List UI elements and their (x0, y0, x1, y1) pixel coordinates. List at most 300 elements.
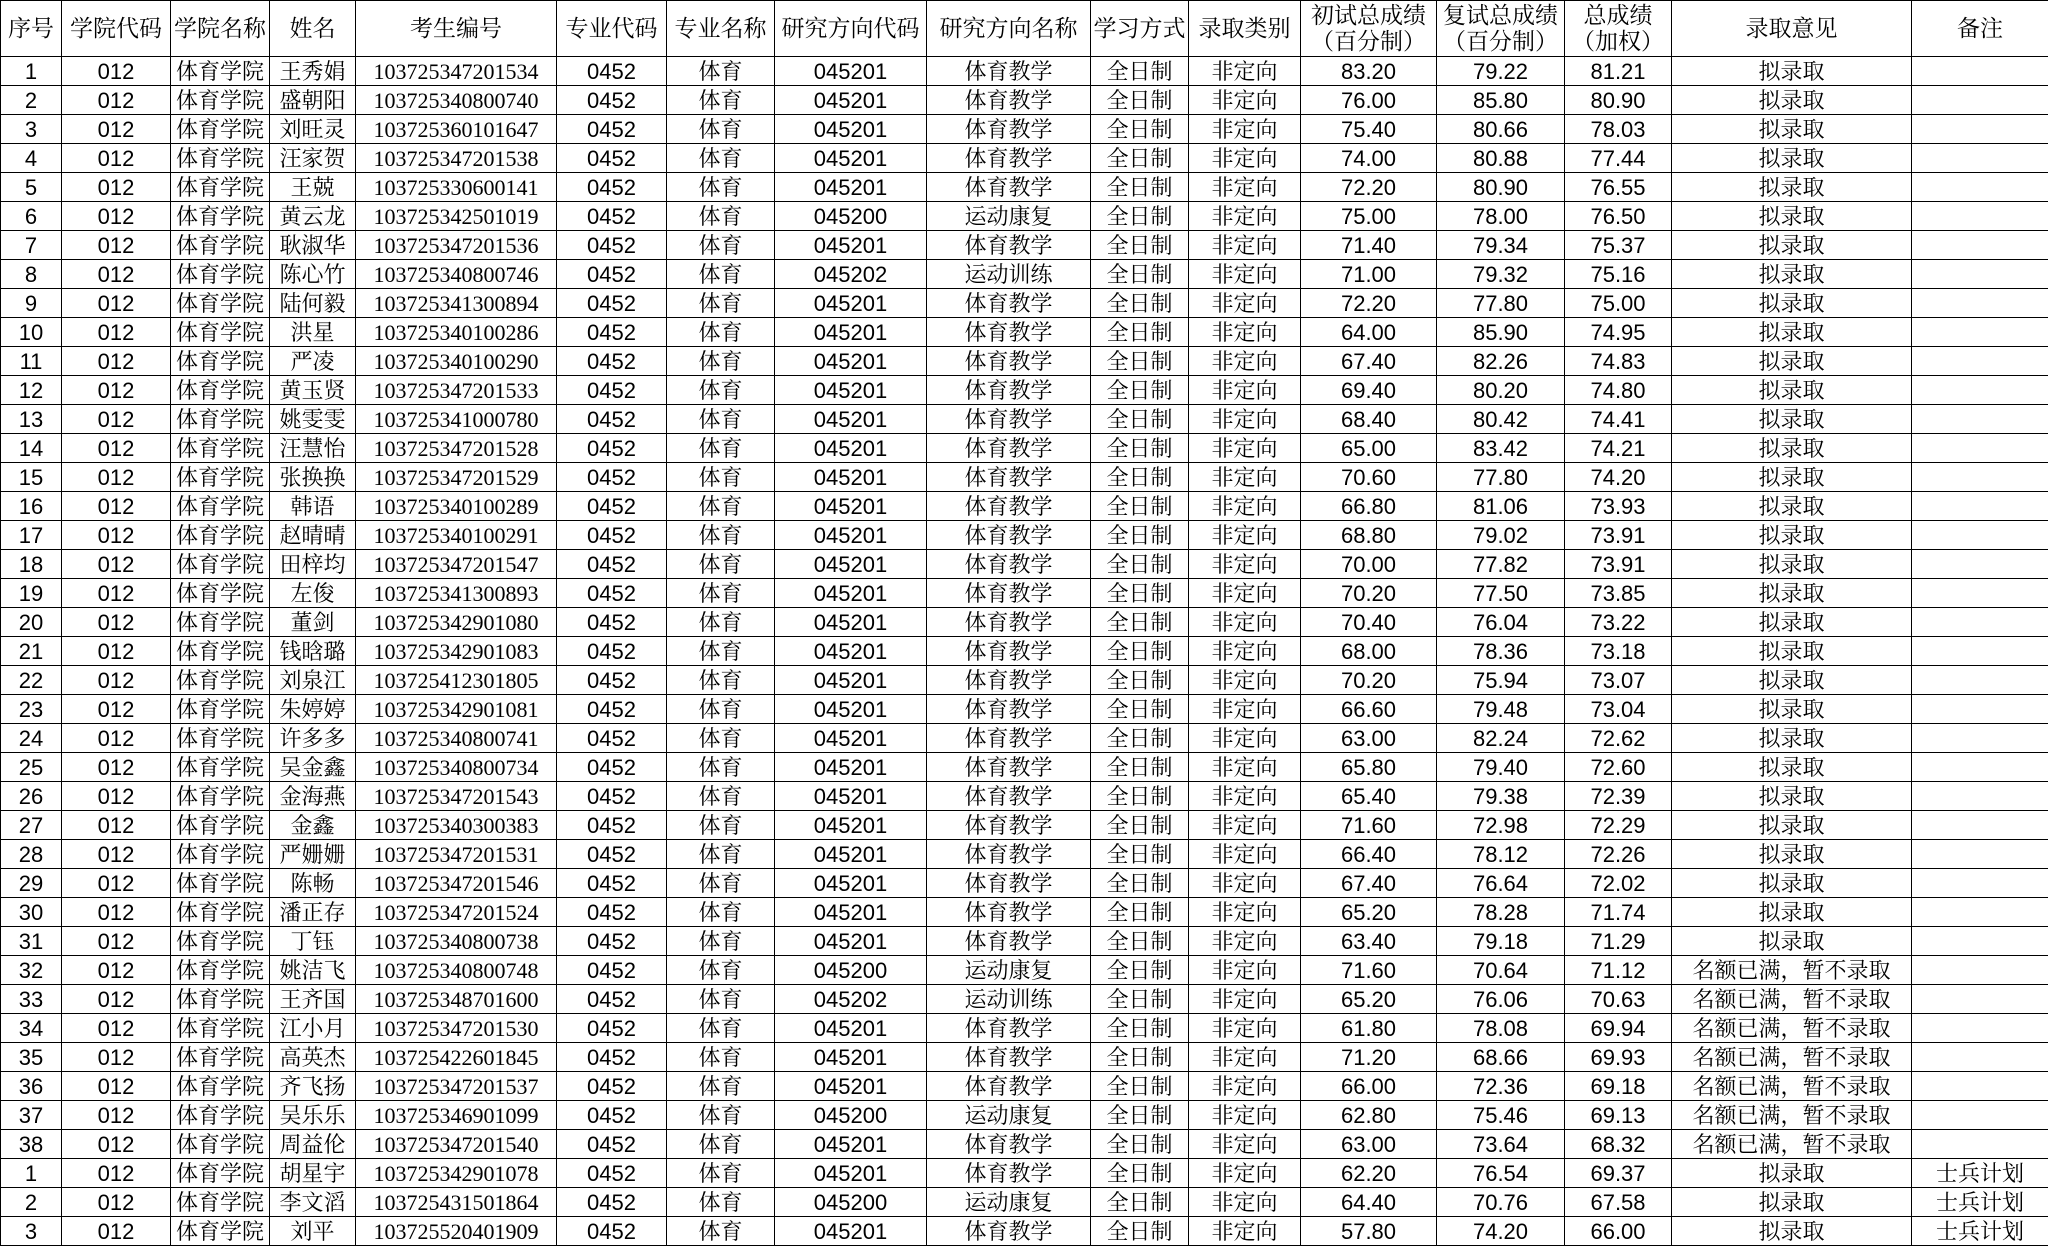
cell-college-name: 体育学院 (171, 318, 270, 347)
cell-retest-score: 82.24 (1437, 724, 1565, 753)
cell-initial-score: 70.20 (1301, 666, 1437, 695)
cell-major-code: 0452 (557, 985, 667, 1014)
cell-major-name: 体育 (667, 1217, 775, 1246)
cell-total-score: 73.93 (1565, 492, 1672, 521)
cell-initial-score: 75.40 (1301, 115, 1437, 144)
cell-major-name: 体育 (667, 550, 775, 579)
cell-name: 刘旺灵 (270, 115, 356, 144)
cell-retest-score: 79.32 (1437, 260, 1565, 289)
cell-college-code: 012 (62, 434, 171, 463)
cell-initial-score: 62.80 (1301, 1101, 1437, 1130)
cell-admit-type: 非定向 (1189, 347, 1301, 376)
cell-study-mode: 全日制 (1091, 1159, 1189, 1188)
cell-major-code: 0452 (557, 318, 667, 347)
cell-initial-score: 71.60 (1301, 811, 1437, 840)
cell-retest-score: 80.66 (1437, 115, 1565, 144)
cell-remark (1912, 492, 2048, 521)
cell-seq: 21 (1, 637, 62, 666)
header-total-score-line1: 总成绩 (1583, 2, 1653, 28)
cell-direction-code: 045202 (775, 260, 927, 289)
cell-admit-type: 非定向 (1189, 405, 1301, 434)
cell-major-code: 0452 (557, 1101, 667, 1130)
cell-admit-type: 非定向 (1189, 521, 1301, 550)
cell-seq: 14 (1, 434, 62, 463)
cell-total-score: 77.44 (1565, 144, 1672, 173)
header-retest-score (1437, 1, 1565, 57)
cell-total-score: 72.29 (1565, 811, 1672, 840)
table-row (1, 289, 2048, 318)
cell-initial-score: 66.60 (1301, 695, 1437, 724)
cell-admit-type: 非定向 (1189, 695, 1301, 724)
cell-remark (1912, 318, 2048, 347)
table-row (1, 1043, 2048, 1072)
table-row (1, 985, 2048, 1014)
cell-remark (1912, 985, 2048, 1014)
cell-major-code: 0452 (557, 521, 667, 550)
cell-study-mode: 全日制 (1091, 289, 1189, 318)
header-initial-score (1301, 1, 1437, 57)
cell-college-code: 012 (62, 782, 171, 811)
cell-exam-id: 103725347201547 (356, 550, 557, 579)
cell-exam-id: 103725347201543 (356, 782, 557, 811)
cell-study-mode: 全日制 (1091, 318, 1189, 347)
cell-study-mode: 全日制 (1091, 724, 1189, 753)
cell-initial-score: 66.00 (1301, 1072, 1437, 1101)
cell-direction-code: 045200 (775, 202, 927, 231)
cell-major-code: 0452 (557, 927, 667, 956)
cell-college-code: 012 (62, 898, 171, 927)
table-row (1, 86, 2048, 115)
cell-study-mode: 全日制 (1091, 898, 1189, 927)
cell-opinion: 拟录取 (1672, 724, 1912, 753)
cell-exam-id: 103725340800741 (356, 724, 557, 753)
cell-admit-type: 非定向 (1189, 434, 1301, 463)
cell-total-score: 72.60 (1565, 753, 1672, 782)
cell-college-name: 体育学院 (171, 1217, 270, 1246)
cell-name: 张换换 (270, 463, 356, 492)
cell-remark (1912, 289, 2048, 318)
cell-admit-type: 非定向 (1189, 1130, 1301, 1159)
cell-direction-name: 运动训练 (927, 260, 1091, 289)
cell-total-score: 73.07 (1565, 666, 1672, 695)
cell-opinion: 拟录取 (1672, 376, 1912, 405)
cell-seq: 1 (1, 57, 62, 86)
cell-retest-score: 80.88 (1437, 144, 1565, 173)
cell-total-score: 72.62 (1565, 724, 1672, 753)
cell-name: 陈心竹 (270, 260, 356, 289)
cell-major-name: 体育 (667, 492, 775, 521)
cell-college-name: 体育学院 (171, 1159, 270, 1188)
cell-name: 钱晗璐 (270, 637, 356, 666)
table-row (1, 115, 2048, 144)
cell-college-name: 体育学院 (171, 782, 270, 811)
cell-college-code: 012 (62, 86, 171, 115)
cell-opinion: 名额已满，暂不录取 (1672, 1014, 1912, 1043)
cell-direction-code: 045201 (775, 927, 927, 956)
header-initial-score-line1: 初试总成绩 (1311, 2, 1426, 28)
cell-name: 汪慧怡 (270, 434, 356, 463)
cell-total-score: 75.37 (1565, 231, 1672, 260)
cell-college-code: 012 (62, 1188, 171, 1217)
cell-opinion: 拟录取 (1672, 927, 1912, 956)
cell-admit-type: 非定向 (1189, 1217, 1301, 1246)
cell-seq: 13 (1, 405, 62, 434)
cell-admit-type: 非定向 (1189, 753, 1301, 782)
cell-admit-type: 非定向 (1189, 666, 1301, 695)
cell-direction-name: 体育教学 (927, 550, 1091, 579)
cell-remark (1912, 434, 2048, 463)
cell-college-code: 012 (62, 985, 171, 1014)
cell-study-mode: 全日制 (1091, 666, 1189, 695)
table-row (1, 173, 2048, 202)
cell-exam-id: 103725340100290 (356, 347, 557, 376)
cell-name: 王秀娟 (270, 57, 356, 86)
cell-major-name: 体育 (667, 985, 775, 1014)
cell-major-name: 体育 (667, 86, 775, 115)
cell-total-score: 69.18 (1565, 1072, 1672, 1101)
table-row (1, 811, 2048, 840)
cell-seq: 35 (1, 1043, 62, 1072)
cell-initial-score: 65.20 (1301, 898, 1437, 927)
cell-remark (1912, 86, 2048, 115)
cell-initial-score: 67.40 (1301, 347, 1437, 376)
cell-retest-score: 80.20 (1437, 376, 1565, 405)
cell-initial-score: 69.40 (1301, 376, 1437, 405)
cell-retest-score: 85.80 (1437, 86, 1565, 115)
cell-opinion: 拟录取 (1672, 840, 1912, 869)
cell-major-name: 体育 (667, 405, 775, 434)
cell-college-name: 体育学院 (171, 840, 270, 869)
cell-total-score: 75.00 (1565, 289, 1672, 318)
header-major-code: 专业代码 (557, 1, 667, 57)
cell-seq: 18 (1, 550, 62, 579)
cell-direction-code: 045202 (775, 985, 927, 1014)
cell-total-score: 72.02 (1565, 869, 1672, 898)
cell-total-score: 74.21 (1565, 434, 1672, 463)
cell-remark (1912, 1014, 2048, 1043)
cell-retest-score: 72.98 (1437, 811, 1565, 840)
cell-remark (1912, 753, 2048, 782)
cell-admit-type: 非定向 (1189, 840, 1301, 869)
cell-study-mode: 全日制 (1091, 260, 1189, 289)
cell-total-score: 74.80 (1565, 376, 1672, 405)
cell-exam-id: 103725347201538 (356, 144, 557, 173)
cell-major-code: 0452 (557, 898, 667, 927)
cell-initial-score: 75.00 (1301, 202, 1437, 231)
cell-direction-name: 体育教学 (927, 376, 1091, 405)
cell-study-mode: 全日制 (1091, 57, 1189, 86)
cell-direction-name: 体育教学 (927, 144, 1091, 173)
cell-total-score: 73.91 (1565, 521, 1672, 550)
cell-direction-code: 045201 (775, 521, 927, 550)
header-college-code: 学院代码 (62, 1, 171, 57)
cell-name: 胡星宇 (270, 1159, 356, 1188)
cell-seq: 10 (1, 318, 62, 347)
cell-college-name: 体育学院 (171, 956, 270, 985)
cell-seq: 27 (1, 811, 62, 840)
cell-college-code: 012 (62, 521, 171, 550)
cell-remark (1912, 782, 2048, 811)
cell-direction-name: 体育教学 (927, 840, 1091, 869)
cell-direction-code: 045201 (775, 1072, 927, 1101)
cell-admit-type: 非定向 (1189, 869, 1301, 898)
cell-direction-code: 045201 (775, 608, 927, 637)
cell-admit-type: 非定向 (1189, 144, 1301, 173)
cell-retest-score: 76.54 (1437, 1159, 1565, 1188)
cell-exam-id: 103725340300383 (356, 811, 557, 840)
cell-exam-id: 103725341000780 (356, 405, 557, 434)
cell-direction-name: 体育教学 (927, 434, 1091, 463)
cell-college-name: 体育学院 (171, 492, 270, 521)
header-total-score (1565, 1, 1672, 57)
cell-retest-score: 82.26 (1437, 347, 1565, 376)
cell-direction-code: 045201 (775, 376, 927, 405)
table-row (1, 1159, 2048, 1188)
cell-direction-code: 045201 (775, 695, 927, 724)
cell-admit-type: 非定向 (1189, 811, 1301, 840)
cell-study-mode: 全日制 (1091, 144, 1189, 173)
table-row (1, 782, 2048, 811)
cell-direction-code: 045201 (775, 1130, 927, 1159)
cell-direction-name: 体育教学 (927, 1014, 1091, 1043)
cell-direction-name: 体育教学 (927, 1043, 1091, 1072)
cell-major-code: 0452 (557, 956, 667, 985)
cell-remark (1912, 666, 2048, 695)
cell-major-code: 0452 (557, 579, 667, 608)
cell-retest-score: 80.90 (1437, 173, 1565, 202)
cell-major-name: 体育 (667, 115, 775, 144)
cell-seq: 32 (1, 956, 62, 985)
cell-college-name: 体育学院 (171, 405, 270, 434)
cell-major-name: 体育 (667, 782, 775, 811)
cell-major-code: 0452 (557, 1043, 667, 1072)
cell-major-code: 0452 (557, 405, 667, 434)
cell-direction-name: 运动康复 (927, 1101, 1091, 1130)
table-row (1, 637, 2048, 666)
cell-direction-code: 045201 (775, 144, 927, 173)
header-total-score-line2: （加权） (1572, 28, 1664, 54)
header-retest-score-line2: （百分制） (1443, 28, 1558, 54)
cell-opinion: 拟录取 (1672, 115, 1912, 144)
cell-college-code: 012 (62, 927, 171, 956)
header-study-mode: 学习方式 (1091, 1, 1189, 57)
cell-direction-code: 045201 (775, 637, 927, 666)
cell-seq: 28 (1, 840, 62, 869)
cell-name: 黄云龙 (270, 202, 356, 231)
cell-seq: 22 (1, 666, 62, 695)
cell-seq: 9 (1, 289, 62, 318)
cell-admit-type: 非定向 (1189, 898, 1301, 927)
cell-college-name: 体育学院 (171, 753, 270, 782)
cell-college-code: 012 (62, 144, 171, 173)
cell-remark: 士兵计划 (1912, 1159, 2048, 1188)
table-row (1, 753, 2048, 782)
cell-major-name: 体育 (667, 1043, 775, 1072)
table-row (1, 1217, 2048, 1246)
cell-seq: 36 (1, 1072, 62, 1101)
cell-total-score: 69.37 (1565, 1159, 1672, 1188)
cell-study-mode: 全日制 (1091, 202, 1189, 231)
cell-major-code: 0452 (557, 695, 667, 724)
cell-college-name: 体育学院 (171, 637, 270, 666)
header-name: 姓名 (270, 1, 356, 57)
cell-admit-type: 非定向 (1189, 115, 1301, 144)
cell-direction-name: 运动康复 (927, 956, 1091, 985)
cell-total-score: 73.22 (1565, 608, 1672, 637)
cell-seq: 37 (1, 1101, 62, 1130)
cell-initial-score: 64.40 (1301, 1188, 1437, 1217)
cell-major-code: 0452 (557, 1072, 667, 1101)
cell-initial-score: 72.20 (1301, 289, 1437, 318)
cell-college-name: 体育学院 (171, 434, 270, 463)
cell-opinion: 拟录取 (1672, 434, 1912, 463)
cell-retest-score: 68.66 (1437, 1043, 1565, 1072)
cell-direction-code: 045201 (775, 579, 927, 608)
cell-direction-name: 体育教学 (927, 492, 1091, 521)
cell-major-name: 体育 (667, 1130, 775, 1159)
table-row (1, 318, 2048, 347)
cell-college-name: 体育学院 (171, 898, 270, 927)
cell-opinion: 拟录取 (1672, 144, 1912, 173)
cell-admit-type: 非定向 (1189, 985, 1301, 1014)
cell-opinion: 名额已满，暂不录取 (1672, 1043, 1912, 1072)
cell-major-code: 0452 (557, 86, 667, 115)
cell-total-score: 81.21 (1565, 57, 1672, 86)
cell-direction-name: 体育教学 (927, 1072, 1091, 1101)
cell-initial-score: 74.00 (1301, 144, 1437, 173)
cell-direction-code: 045201 (775, 405, 927, 434)
cell-name: 王兢 (270, 173, 356, 202)
cell-opinion: 拟录取 (1672, 318, 1912, 347)
header-retest-score-line1: 复试总成绩 (1443, 2, 1558, 28)
cell-retest-score: 78.08 (1437, 1014, 1565, 1043)
cell-major-name: 体育 (667, 57, 775, 86)
cell-college-name: 体育学院 (171, 695, 270, 724)
table-row (1, 144, 2048, 173)
cell-opinion: 拟录取 (1672, 492, 1912, 521)
cell-total-score: 67.58 (1565, 1188, 1672, 1217)
cell-exam-id: 103725347201530 (356, 1014, 557, 1043)
cell-total-score: 72.26 (1565, 840, 1672, 869)
cell-exam-id: 103725342901081 (356, 695, 557, 724)
cell-remark (1912, 115, 2048, 144)
cell-major-name: 体育 (667, 579, 775, 608)
cell-name: 高英杰 (270, 1043, 356, 1072)
table-row (1, 492, 2048, 521)
cell-direction-name: 体育教学 (927, 1159, 1091, 1188)
table-row (1, 347, 2048, 376)
cell-name: 严姗姗 (270, 840, 356, 869)
cell-major-code: 0452 (557, 724, 667, 753)
cell-admit-type: 非定向 (1189, 782, 1301, 811)
cell-major-name: 体育 (667, 463, 775, 492)
cell-exam-id: 103725341300893 (356, 579, 557, 608)
cell-college-code: 012 (62, 115, 171, 144)
cell-initial-score: 65.00 (1301, 434, 1437, 463)
cell-college-name: 体育学院 (171, 347, 270, 376)
cell-name: 吴乐乐 (270, 1101, 356, 1130)
cell-college-code: 012 (62, 57, 171, 86)
header-initial-score-line2: （百分制） (1311, 28, 1426, 54)
cell-name: 赵晴晴 (270, 521, 356, 550)
cell-remark (1912, 347, 2048, 376)
cell-college-code: 012 (62, 666, 171, 695)
cell-direction-name: 体育教学 (927, 695, 1091, 724)
cell-seq: 4 (1, 144, 62, 173)
cell-seq: 2 (1, 1188, 62, 1217)
cell-study-mode: 全日制 (1091, 231, 1189, 260)
cell-direction-name: 体育教学 (927, 1217, 1091, 1246)
cell-direction-code: 045201 (775, 811, 927, 840)
cell-name: 李文滔 (270, 1188, 356, 1217)
cell-seq: 11 (1, 347, 62, 376)
cell-direction-name: 体育教学 (927, 173, 1091, 202)
cell-major-name: 体育 (667, 144, 775, 173)
cell-exam-id: 103725340800746 (356, 260, 557, 289)
cell-major-code: 0452 (557, 434, 667, 463)
cell-college-name: 体育学院 (171, 202, 270, 231)
cell-admit-type: 非定向 (1189, 608, 1301, 637)
cell-study-mode: 全日制 (1091, 985, 1189, 1014)
cell-study-mode: 全日制 (1091, 550, 1189, 579)
cell-name: 刘泉江 (270, 666, 356, 695)
cell-direction-name: 运动康复 (927, 1188, 1091, 1217)
cell-remark (1912, 376, 2048, 405)
cell-remark (1912, 724, 2048, 753)
cell-study-mode: 全日制 (1091, 753, 1189, 782)
cell-admit-type: 非定向 (1189, 1043, 1301, 1072)
cell-total-score: 66.00 (1565, 1217, 1672, 1246)
cell-opinion: 拟录取 (1672, 1217, 1912, 1246)
cell-opinion: 拟录取 (1672, 57, 1912, 86)
cell-direction-code: 045201 (775, 231, 927, 260)
cell-initial-score: 65.40 (1301, 782, 1437, 811)
table-row (1, 695, 2048, 724)
cell-major-code: 0452 (557, 869, 667, 898)
cell-direction-code: 045200 (775, 1101, 927, 1130)
cell-seq: 1 (1, 1159, 62, 1188)
cell-admit-type: 非定向 (1189, 1014, 1301, 1043)
table-row (1, 550, 2048, 579)
cell-retest-score: 75.94 (1437, 666, 1565, 695)
cell-admit-type: 非定向 (1189, 637, 1301, 666)
cell-major-code: 0452 (557, 144, 667, 173)
cell-direction-code: 045201 (775, 492, 927, 521)
cell-name: 周益伦 (270, 1130, 356, 1159)
cell-remark (1912, 1130, 2048, 1159)
cell-opinion: 拟录取 (1672, 289, 1912, 318)
header-row (1, 1, 2048, 57)
cell-study-mode: 全日制 (1091, 695, 1189, 724)
cell-admit-type: 非定向 (1189, 1101, 1301, 1130)
cell-seq: 25 (1, 753, 62, 782)
cell-initial-score: 65.80 (1301, 753, 1437, 782)
table-row (1, 1130, 2048, 1159)
cell-opinion: 名额已满，暂不录取 (1672, 1130, 1912, 1159)
cell-major-name: 体育 (667, 1072, 775, 1101)
cell-direction-code: 045201 (775, 318, 927, 347)
cell-college-code: 012 (62, 579, 171, 608)
table-row (1, 1188, 2048, 1217)
header-admit-type: 录取类别 (1189, 1, 1301, 57)
cell-college-name: 体育学院 (171, 115, 270, 144)
header-exam-id: 考生编号 (356, 1, 557, 57)
cell-name: 陆何毅 (270, 289, 356, 318)
cell-name: 姚雯雯 (270, 405, 356, 434)
cell-remark (1912, 898, 2048, 927)
cell-college-code: 012 (62, 1043, 171, 1072)
cell-retest-score: 70.64 (1437, 956, 1565, 985)
